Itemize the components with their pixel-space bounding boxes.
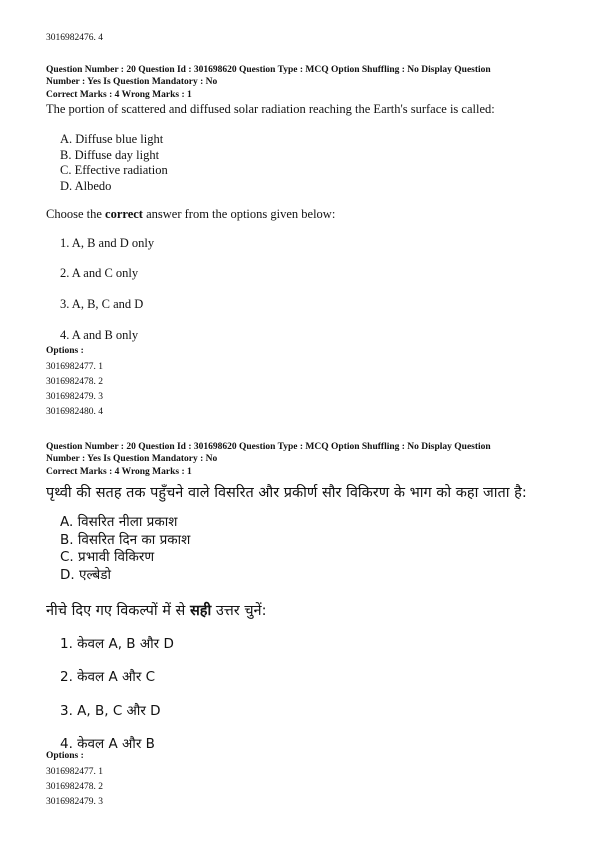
instruction-text: Choose the bbox=[46, 207, 106, 221]
instruction-line bbox=[46, 207, 335, 222]
answer-choice-3: 3. A, B, C और D bbox=[60, 703, 161, 719]
answer-choice-2: 2. A and C only bbox=[60, 266, 139, 280]
instruction-line bbox=[46, 600, 267, 620]
answer-choice-4: 4. A and B only bbox=[60, 328, 139, 342]
statement-list bbox=[60, 132, 168, 194]
options-label: Options : bbox=[46, 346, 84, 356]
statement-item: D. Albedo bbox=[60, 178, 112, 193]
marks-line: Correct Marks : 4 Wrong Marks : 1 bbox=[46, 90, 192, 100]
previous-option-code: 3016982476. 4 bbox=[46, 33, 103, 43]
option-code: 3016982478. 2 bbox=[46, 782, 103, 792]
option-code: 3016982477. 1 bbox=[46, 767, 103, 777]
option-code: 3016982477. 1 bbox=[46, 362, 103, 372]
statement-item: B. विसरित दिन का प्रकाश bbox=[60, 531, 191, 548]
statement-item: C. Effective radiation bbox=[60, 163, 168, 177]
option-code: 3016982479. 3 bbox=[46, 797, 103, 807]
answer-choice-3: 3. A, B, C and D bbox=[60, 297, 144, 311]
statement-item: C. प्रभावी विकिरण bbox=[60, 549, 155, 565]
instruction-text: नीचे दिए गए विकल्पों में से bbox=[46, 603, 190, 619]
question-stem: The portion of scattered and diffused solar radiation reaching the Earth's surface is called: bbox=[46, 102, 495, 116]
instruction-text: answer from the options given below: bbox=[142, 207, 336, 221]
answer-choice-1: 1. A, B and D only bbox=[60, 236, 155, 250]
question-stem: पृथ्वी की सतह तक पहुँचने वाले विसरित और प्रकीर्ण सौर विकिरण के भाग को कहा जाता है: bbox=[46, 485, 527, 501]
option-code: 3016982478. 2 bbox=[46, 377, 103, 387]
statement-item: B. Diffuse day light bbox=[60, 147, 160, 162]
instruction-emphasis: सही bbox=[189, 603, 212, 619]
statement-item: A. Diffuse blue light bbox=[60, 132, 164, 146]
answer-choice-2: 2. केवल A और C bbox=[60, 669, 156, 685]
instruction-text: उत्तर चुनें: bbox=[211, 603, 267, 619]
marks-line: Correct Marks : 4 Wrong Marks : 1 bbox=[46, 467, 192, 477]
option-code: 3016982480. 4 bbox=[46, 407, 103, 417]
question-meta-line1: Question Number : 20 Question Id : 301698620 Question Type : MCQ Option Shuffling : No Display Question bbox=[46, 442, 491, 452]
statement-item: D. एल्बेडो bbox=[60, 566, 111, 583]
answer-choice-1: 1. केवल A, B और D bbox=[60, 636, 174, 652]
statement-list bbox=[60, 514, 190, 584]
statement-item: A. विसरित नीला प्रकाश bbox=[60, 514, 178, 530]
question-meta-line1: Question Number : 20 Question Id : 301698620 Question Type : MCQ Option Shuffling : No Display Question bbox=[46, 65, 491, 75]
options-label: Options : bbox=[46, 751, 84, 761]
answer-choice-4: 4. केवल A और B bbox=[60, 736, 155, 752]
question-meta-line2: Number : Yes Is Question Mandatory : No bbox=[46, 454, 218, 464]
question-meta-line2: Number : Yes Is Question Mandatory : No bbox=[46, 77, 218, 87]
option-code: 3016982479. 3 bbox=[46, 392, 103, 402]
instruction-emphasis: correct bbox=[105, 207, 143, 221]
